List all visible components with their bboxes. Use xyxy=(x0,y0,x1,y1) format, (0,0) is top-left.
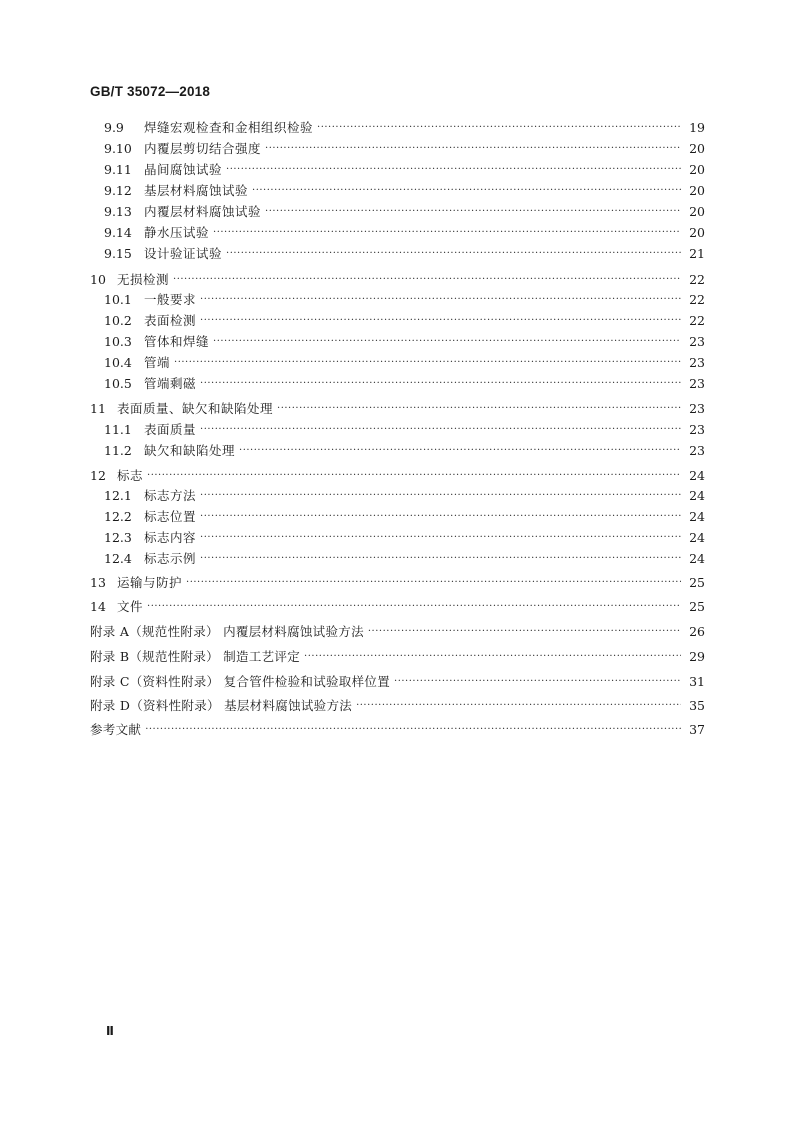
page-number: Ⅱ xyxy=(106,1024,114,1038)
toc-entry-title: 附录 A（规范性附录） 内覆层材料腐蚀试验方法 xyxy=(90,624,364,639)
toc-entry-number: 10.4 xyxy=(104,355,132,370)
toc-leader-dots xyxy=(277,399,681,419)
toc-entry[interactable] xyxy=(90,118,705,138)
toc-entry-title: 文件 xyxy=(117,599,144,614)
toc-entry-number: 10 xyxy=(90,272,106,287)
toc-entry-page: 23 xyxy=(689,401,705,416)
toc-leader-dots xyxy=(239,441,681,461)
toc-entry-page: 22 xyxy=(689,313,705,328)
toc-entry-page: 24 xyxy=(689,468,705,483)
toc-entry-page: 23 xyxy=(689,355,705,370)
toc-entry-page: 20 xyxy=(689,204,705,219)
toc-entry-title: 附录 B（规范性附录） 制造工艺评定 xyxy=(90,649,301,664)
toc-entry-number: 12.3 xyxy=(104,530,132,545)
toc-entry-title: 管端剩磁 xyxy=(144,376,197,391)
toc-entry-number: 9.14 xyxy=(104,225,132,240)
toc-entry-title: 静水压试验 xyxy=(144,225,210,240)
toc-entry-page: 24 xyxy=(689,488,705,503)
toc-entry-number: 9.15 xyxy=(104,246,132,261)
toc-entry-annex-c[interactable] xyxy=(90,672,705,692)
toc-entry-page: 35 xyxy=(689,698,705,713)
toc-leader-dots xyxy=(394,672,681,692)
toc-entry-title: 标志 xyxy=(117,468,144,483)
toc-entry[interactable] xyxy=(90,160,705,180)
toc-entry[interactable] xyxy=(90,223,705,243)
toc-entry[interactable] xyxy=(90,528,705,548)
toc-entry-page: 19 xyxy=(689,120,705,135)
toc-entry-page: 20 xyxy=(689,225,705,240)
toc-entry[interactable] xyxy=(90,374,705,394)
toc-entry[interactable] xyxy=(90,549,705,569)
toc-entry-title: 附录 C（资料性附录） 复合管件检验和试验取样位置 xyxy=(90,674,391,689)
toc-leader-dots xyxy=(147,466,681,486)
toc-entry-number: 9.12 xyxy=(104,183,132,198)
toc-leader-dots xyxy=(174,353,681,373)
toc-leader-dots xyxy=(317,118,681,138)
toc-entry-annex-a[interactable] xyxy=(90,622,705,642)
toc-entry-title: 一般要求 xyxy=(144,292,197,307)
toc-entry-title: 运输与防护 xyxy=(117,575,183,590)
toc-entry-number: 12.1 xyxy=(104,488,132,503)
toc-entry-title: 参考文献 xyxy=(90,722,142,737)
toc-entry-page: 23 xyxy=(689,443,705,458)
toc-entry-number: 12 xyxy=(90,468,106,483)
toc-leader-dots xyxy=(265,139,681,159)
toc-entry-title: 表面质量 xyxy=(144,422,197,437)
toc-entry[interactable] xyxy=(90,270,705,290)
toc-entry-page: 23 xyxy=(689,422,705,437)
toc-entry-title: 管端 xyxy=(144,355,171,370)
toc-entry-number: 11.1 xyxy=(104,422,132,437)
toc-entry-page: 22 xyxy=(689,272,705,287)
toc-entry-page: 23 xyxy=(689,334,705,349)
toc-leader-dots xyxy=(200,311,681,331)
toc-entry-title: 标志方法 xyxy=(144,488,197,503)
toc-leader-dots xyxy=(200,549,681,569)
toc-leader-dots xyxy=(368,622,681,642)
toc-entry-number: 12.2 xyxy=(104,509,132,524)
toc-entry-number: 11.2 xyxy=(104,443,132,458)
toc-entry-page: 26 xyxy=(689,624,705,639)
toc-leader-dots xyxy=(226,244,681,264)
toc-entry-page: 24 xyxy=(689,509,705,524)
toc-entry-title: 标志内容 xyxy=(144,530,197,545)
toc-leader-dots xyxy=(173,270,681,290)
toc-entry-number: 12.4 xyxy=(104,551,132,566)
toc-entry-page: 20 xyxy=(689,162,705,177)
toc-leader-dots xyxy=(200,528,681,548)
toc-entry-page: 37 xyxy=(689,722,705,737)
toc-entry[interactable] xyxy=(90,332,705,352)
toc-leader-dots xyxy=(145,720,681,740)
toc-entry-title: 缺欠和缺陷处理 xyxy=(144,443,236,458)
toc-leader-dots xyxy=(213,223,681,243)
toc-entry-number: 10.2 xyxy=(104,313,132,328)
toc-entry-title: 标志示例 xyxy=(144,551,197,566)
toc-entry-title: 内覆层剪切结合强度 xyxy=(144,141,262,156)
toc-entry[interactable] xyxy=(90,290,705,310)
toc-entry-page: 25 xyxy=(689,599,705,614)
toc-leader-dots xyxy=(252,181,681,201)
toc-entry-title: 标志位置 xyxy=(144,509,197,524)
toc-entry-bibliography[interactable] xyxy=(90,720,705,740)
toc-leader-dots xyxy=(200,507,681,527)
toc-leader-dots xyxy=(200,486,681,506)
toc-entry-title: 管体和焊缝 xyxy=(144,334,210,349)
toc-entry[interactable] xyxy=(90,597,705,617)
toc-entry-page: 20 xyxy=(689,141,705,156)
toc-entry[interactable] xyxy=(90,441,705,461)
toc-entry-number: 9.10 xyxy=(104,141,132,156)
toc-entry-number: 10.1 xyxy=(104,292,132,307)
toc-entry-number: 9.13 xyxy=(104,204,132,219)
toc-entry-number: 13 xyxy=(90,575,106,590)
toc-leader-dots xyxy=(147,597,681,617)
toc-entry-page: 24 xyxy=(689,551,705,566)
toc-entry-page: 24 xyxy=(689,530,705,545)
toc-entry[interactable] xyxy=(90,353,705,373)
toc-leader-dots xyxy=(200,420,681,440)
toc-entry-title: 基层材料腐蚀试验 xyxy=(144,183,249,198)
toc-entry-page: 22 xyxy=(689,292,705,307)
standard-number: GB/T 35072—2018 xyxy=(90,84,211,99)
toc-entry-page: 21 xyxy=(689,246,705,261)
toc-leader-dots xyxy=(304,647,681,667)
toc-entry-title: 无损检测 xyxy=(117,272,170,287)
toc-entry-number: 9.9 xyxy=(104,120,124,135)
toc-entry-title: 表面检测 xyxy=(144,313,197,328)
toc-entry-number: 10.5 xyxy=(104,376,132,391)
toc-entry-title: 设计验证试验 xyxy=(144,246,223,261)
toc-leader-dots xyxy=(356,696,681,716)
toc-entry[interactable] xyxy=(90,573,705,593)
toc-entry[interactable] xyxy=(90,202,705,222)
toc-entry-page: 20 xyxy=(689,183,705,198)
toc-entry-number: 10.3 xyxy=(104,334,132,349)
toc-entry[interactable] xyxy=(90,244,705,264)
toc-entry-title: 表面质量、缺欠和缺陷处理 xyxy=(117,401,274,416)
toc-entry-annex-d[interactable] xyxy=(90,696,705,716)
toc-entry[interactable] xyxy=(90,507,705,527)
toc-entry[interactable] xyxy=(90,311,705,331)
toc-leader-dots xyxy=(213,332,681,352)
toc-entry-page: 29 xyxy=(689,649,705,664)
toc-entry-page: 25 xyxy=(689,575,705,590)
toc-entry-title: 内覆层材料腐蚀试验 xyxy=(144,204,262,219)
toc-entry[interactable] xyxy=(90,486,705,506)
toc-entry-number: 11 xyxy=(90,401,106,416)
toc-entry-title: 晶间腐蚀试验 xyxy=(144,162,223,177)
toc-leader-dots xyxy=(226,160,681,180)
toc-entry-page: 23 xyxy=(689,376,705,391)
toc-entry-title: 附录 D（资料性附录） 基层材料腐蚀试验方法 xyxy=(90,698,353,713)
toc-leader-dots xyxy=(186,573,681,593)
toc-entry[interactable] xyxy=(90,399,705,419)
toc-leader-dots xyxy=(265,202,681,222)
toc-entry[interactable] xyxy=(90,139,705,159)
toc-leader-dots xyxy=(200,374,681,394)
toc-entry-page: 31 xyxy=(689,674,705,689)
toc-entry[interactable] xyxy=(90,466,705,486)
toc-entry[interactable] xyxy=(90,420,705,440)
toc-entry-annex-b[interactable] xyxy=(90,647,705,667)
toc-entry-number: 9.11 xyxy=(104,162,132,177)
toc-leader-dots xyxy=(200,290,681,310)
toc-entry-title: 焊缝宏观检查和金相组织检验 xyxy=(144,120,314,135)
toc-entry[interactable] xyxy=(90,181,705,201)
toc-entry-number: 14 xyxy=(90,599,106,614)
table-of-contents xyxy=(90,0,705,760)
